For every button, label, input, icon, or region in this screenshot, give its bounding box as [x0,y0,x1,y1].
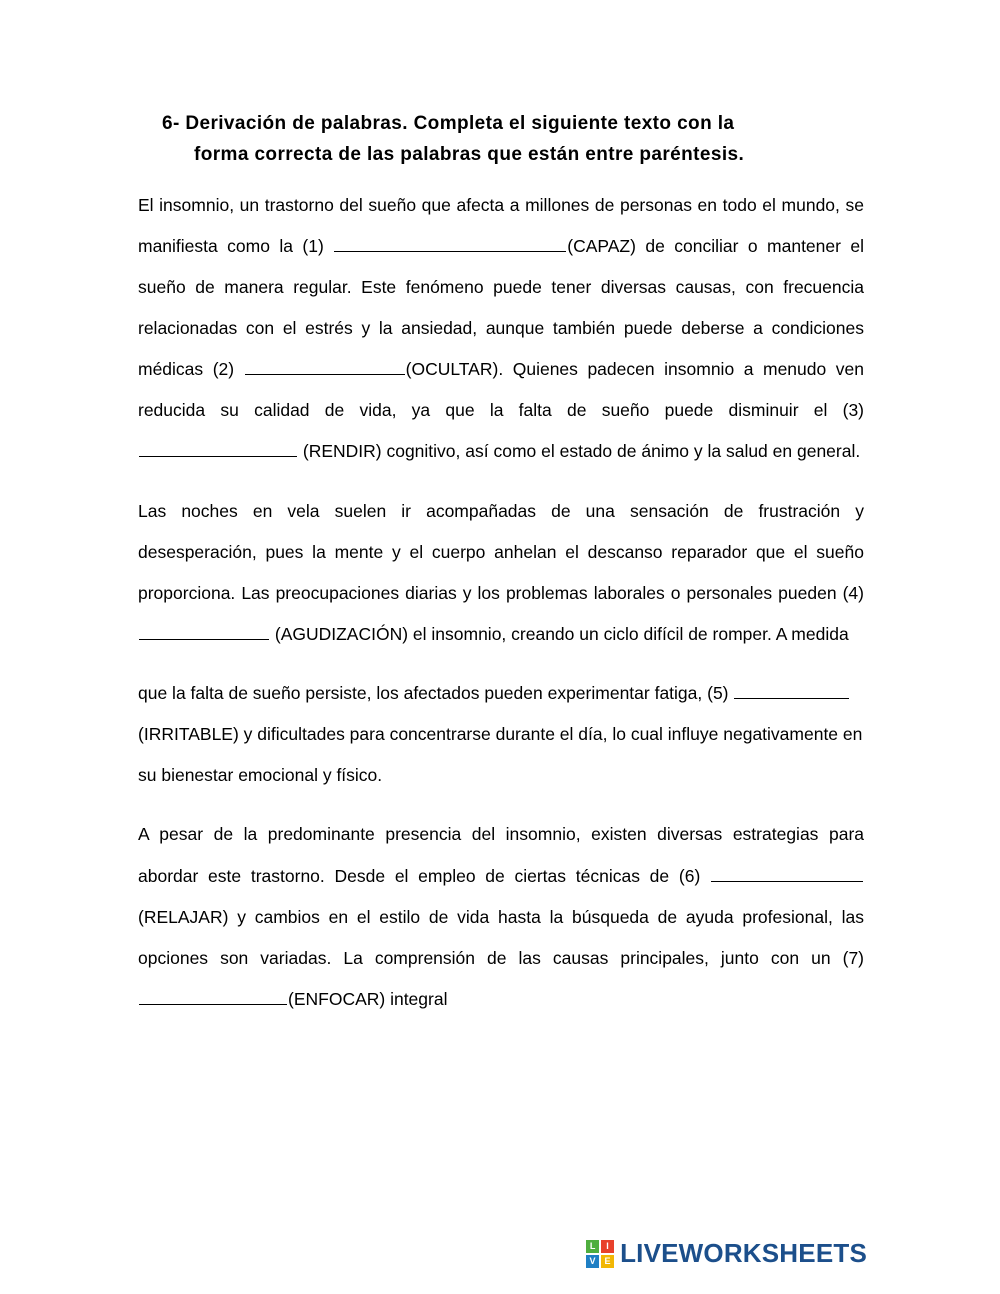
paragraph-3 [138,673,864,796]
exercise-heading-line-2: forma correcta de las palabras que están entre paréntesis. [194,144,745,166]
paragraph-2 [138,491,864,656]
logo-letter-i: I [601,1240,614,1253]
paragraph-2-text-2: (AGUDIZACIÓN) el insomnio, creando un ciclo difícil de romper. A medida [270,623,849,644]
logo-letter-e: E [601,1255,614,1268]
paragraph-3-text-1: que la falta de sueño persiste, los afectados pueden experimentar fatiga, (5) [138,683,734,704]
liveworksheets-logo-icon [586,1240,614,1268]
liveworksheets-wordmark: LIVEWORKSHEETS [620,1238,867,1268]
exercise-heading-line-1: 6- Derivación de palabras. Completa el siguiente texto con la [162,113,735,134]
liveworksheets-logo [586,1238,867,1269]
paragraph-4-text-2: (RELAJAR) y cambios en el estilo de vida hasta la búsqueda de ayuda profesional, las opciones son variadas. La comprensión de las causas principales, junto con un (7) [138,906,864,968]
logo-letter-l: L [586,1240,599,1253]
logo-letter-v: V [586,1255,599,1268]
paragraph-4-text-1: A pesar de la predominante presencia del insomnio, existen diversas estrategias para abordar este trastorno. Desde el empleo de ciertas técnicas de (6) [138,824,864,886]
answer-blank-1[interactable] [334,235,566,252]
answer-blank-5[interactable] [734,682,849,699]
answer-blank-7[interactable] [139,988,287,1005]
answer-blank-6[interactable] [711,865,863,882]
paragraph-3-text-2: (IRRITABLE) y dificultades para concentrarse durante el día, lo cual influye negativamente en su bienestar emocional y físico. [138,724,863,786]
answer-blank-2[interactable] [245,358,405,375]
paragraph-4 [138,814,864,1020]
paragraph-1-text-4: (RENDIR) cognitivo, así como el estado de ánimo y la salud en general. [298,441,861,462]
paragraph-1 [138,185,864,473]
exercise-heading [138,108,864,171]
answer-blank-3[interactable] [139,440,297,457]
paragraph-1-text-2: (CAPAZ) de conciliar o mantener el sueño de manera regular. Este fenómeno puede tener diversas causas, con frecuencia relacionadas con el estrés y la ansiedad, aunque también puede deberse a condiciones médicas (2) [138,235,864,380]
answer-blank-4[interactable] [139,623,269,640]
paragraph-4-text-3: (ENFOCAR) integral [288,988,448,1009]
paragraph-2-text-1: Las noches en vela suelen ir acompañadas de una sensación de frustración y desesperación, pues la mente y el cuerpo anhelan el descanso reparador que el sueño proporciona. Las preocupaciones diarias y los problemas laborales o personales pueden (4) [138,500,864,603]
worksheet-content [138,108,864,1038]
paragraph-1-text-3: (OCULTAR). Quienes padecen insomnio a menudo ven reducida su calidad de vida, ya que la falta de sueño puede disminuir el (3) [138,359,864,421]
paragraph-1-text-1: El insomnio, un trastorno del sueño que afecta a millones de personas en todo el mundo, se manifiesta como la (1) [138,194,864,256]
